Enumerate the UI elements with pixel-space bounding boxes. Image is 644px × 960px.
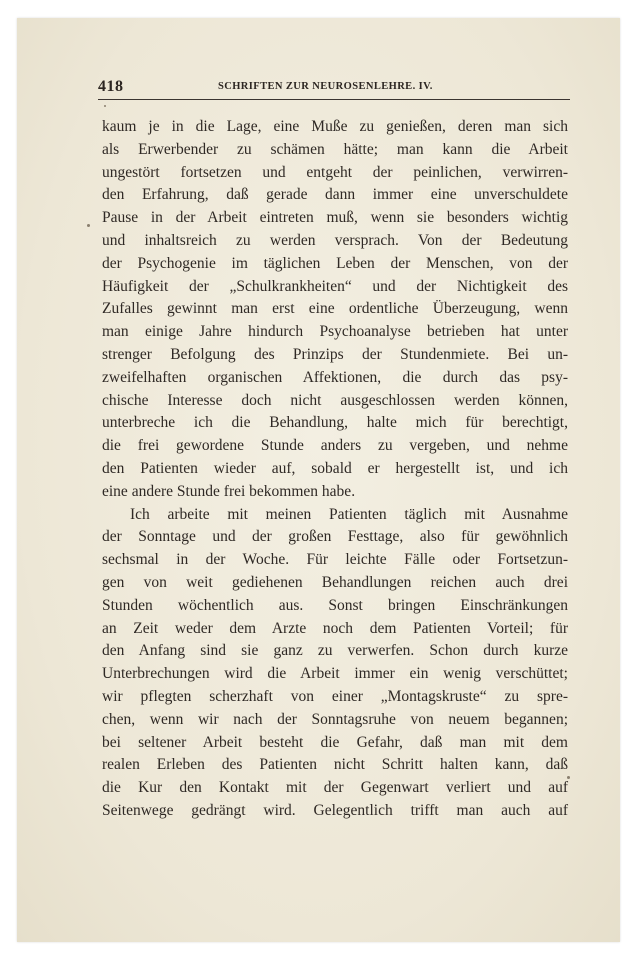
text-line: wir pflegten scherzhaft von einer „Montagskruste“ zu spre-	[102, 687, 568, 705]
text-line: kaum je in die Lage, eine Muße zu genießen, deren man sich	[102, 118, 568, 135]
text-line: an Zeit weder dem Arzte noch dem Patienten Vorteil; für	[102, 619, 568, 637]
paragraph-start-line: Ich arbeite mit meinen Patienten täglich mit Ausnahme	[130, 505, 568, 523]
paper-speck	[104, 105, 106, 107]
text-line: Häufigkeit der „Schulkrankheiten“ und der Nichtigkeit des	[102, 277, 568, 295]
text-line: Seitenwege gedrängt wird. Gelegentlich trifft man auch auf	[102, 801, 568, 819]
text-line: der Sonntage und der großen Festtage, also für gewöhnlich	[102, 528, 568, 546]
text-line: gen von weit gediehenen Behandlungen reichen auch drei	[102, 573, 568, 591]
text-line: zweifelhaften organischen Affektionen, die durch das psy-	[102, 368, 568, 386]
text-line: den Anfang sind sie ganz zu verwerfen. Schon durch kurze	[102, 642, 568, 660]
text-line: sechsmal in der Woche. Für leichte Fälle oder Fortsetzun-	[102, 551, 568, 569]
text-line: als Erwerbender zu schämen hätte; man kann die Arbeit	[102, 140, 568, 158]
text-line: der Psychogenie im täglichen Leben der Menschen, von der	[102, 254, 568, 272]
text-line: man einige Jahre hindurch Psychoanalyse betrieben hat unter	[102, 323, 568, 341]
text-line: chische Interesse doch nicht ausgeschlossen werden können,	[102, 391, 568, 409]
paragraph-end-line: eine andere Stunde frei bekommen habe.	[102, 482, 356, 500]
paper-speck	[567, 776, 570, 779]
text-line: Zufalles gewinnt man erst eine ordentliche Überzeugung, wenn	[102, 300, 568, 318]
text-line: Stunden wöchentlich aus. Sonst bringen Einschränkungen	[102, 596, 568, 614]
text-line: die Kur den Kontakt mit der Gegenwart verliert und auf	[102, 779, 568, 797]
text-line: unterbreche ich die Behandlung, halte mich für berechtigt,	[102, 414, 568, 432]
text-line: den Patienten wieder auf, sobald er hergestellt ist, und ich	[102, 459, 568, 477]
page-number: 418	[98, 78, 124, 95]
text-line: ungestört fortsetzen und entgeht der peinlichen, verwirren-	[102, 163, 568, 181]
text-line: Pause in der Arbeit eintreten muß, wenn sie besonders wichtig	[102, 209, 568, 227]
running-head: SCHRIFTEN ZUR NEUROSENLEHRE. IV.	[218, 81, 433, 92]
text-line: die frei gewordene Stunde anders zu vergeben, und nehme	[102, 437, 568, 455]
text-line: chen, wenn wir nach der Sonntagsruhe von neuem begannen;	[102, 710, 568, 728]
text-line: strenger Befolgung des Prinzips der Stundenmiete. Bei un-	[102, 345, 568, 363]
paper-speck	[87, 224, 90, 227]
text-line: realen Erleben des Patienten nicht Schritt halten kann, daß	[102, 756, 568, 774]
body-text	[102, 116, 568, 823]
text-line: den Erfahrung, daß gerade dann immer eine unverschuldete	[102, 186, 568, 204]
text-line: und inhaltsreich zu werden versprach. Von der Bedeutung	[102, 231, 568, 249]
text-line: Unterbrechungen wird die Arbeit immer ein wenig verschüttet;	[102, 665, 568, 683]
text-line: bei seltener Arbeit besteht die Gefahr, daß man mit dem	[102, 733, 568, 751]
page-header	[98, 75, 570, 100]
